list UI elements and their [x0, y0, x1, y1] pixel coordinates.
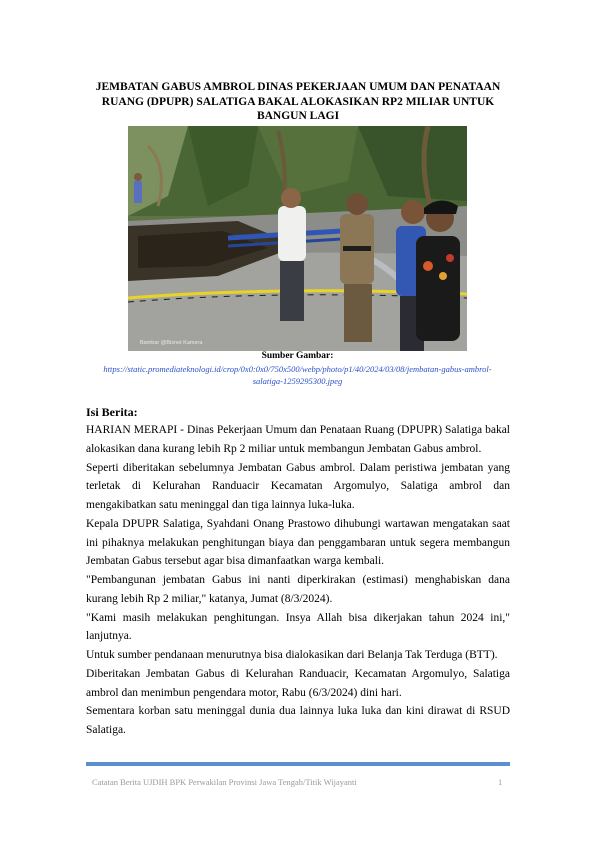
- article-body: [86, 421, 510, 740]
- article-paragraph: "Kami masih melakukan penghitungan. Insya Allah bisa dikerjakan tahun 2024 ini," lanjutnya.: [86, 611, 510, 643]
- caption-url-link[interactable]: https://static.promediateknologi.id/crop/0x0:0x0/750x500/webp/photo/p1/40/2024/03/08/jembatan-gabus-ambrol-salatiga-1259295300.jpeg: [103, 364, 492, 386]
- news-photo: [128, 126, 467, 351]
- article-paragraph: Sementara korban satu meninggal dunia dua lainnya luka luka dan kini dirawat di RSUD Salatiga.: [86, 705, 510, 736]
- article-paragraph: Seperti diberitakan sebelumnya Jembatan Gabus ambrol. Dalam peristiwa jembatan yang terletak di Kelurahan Randuacir Kecamatan Argomulyo, Salatiga ambrol dan mengakibatkan satu meninggal dan tiga lainnya luka-luka.: [86, 461, 510, 511]
- article-paragraph: Kepala DPUPR Salatiga, Syahdani Onang Prastowo dihubungi wartawan mengatakan saat ini pihaknya melakukan penghitungan biaya dan penggambaran untuk segera membangun Jembatan Gabus tersebut agar bisa dimanfaatkan warga kembali.: [86, 517, 510, 568]
- article-paragraph: Diberitakan Jembatan Gabus di Kelurahan Randuacir, Kecamatan Argomulyo, Salatiga ambrol dan menimbun pengendara motor, Rabu (6/3/2024) dini hari.: [86, 667, 510, 699]
- article-paragraph: HARIAN MERAPI - Dinas Pekerjaan Umum dan Penataan Ruang (DPUPR) Salatiga bakal alokasikan dana kurang lebih Rp 2 miliar untuk membangun Jembatan Gabus ambrol.: [86, 424, 510, 455]
- caption-label: Sumber Gambar:: [261, 351, 334, 361]
- article-paragraph: "Pembangunan jembatan Gabus ini nanti diperkirakan (estimasi) menghabiskan dana kurang lebih Rp 2 miliar," katanya, Jumat (8/3/2024).: [86, 574, 510, 605]
- page-number: 1: [498, 777, 503, 787]
- document-title: JEMBATAN GABUS AMBROL DINAS PEKERJAAN UMUM DAN PENATAAN RUANG (DPUPR) SALATIGA BAKAL ALOKASIKAN RP2 MILIAR UNTUK BANGUN LAGI: [95, 81, 501, 122]
- photo-scene-icon: [128, 126, 467, 351]
- article-paragraph: Untuk sumber pendanaan menurutnya bisa dialokasikan dari Belanja Tak Terduga (BTT).: [86, 649, 498, 661]
- section-heading: Isi Berita:: [86, 405, 138, 419]
- footer-text: Catatan Berita UJDIH BPK Perwakilan Provinsi Jawa Tengah/Titik Wijayanti: [92, 777, 357, 787]
- footer-divider: [86, 762, 510, 766]
- photo-credit: Bambar @Bisnet Kamera: [140, 340, 203, 346]
